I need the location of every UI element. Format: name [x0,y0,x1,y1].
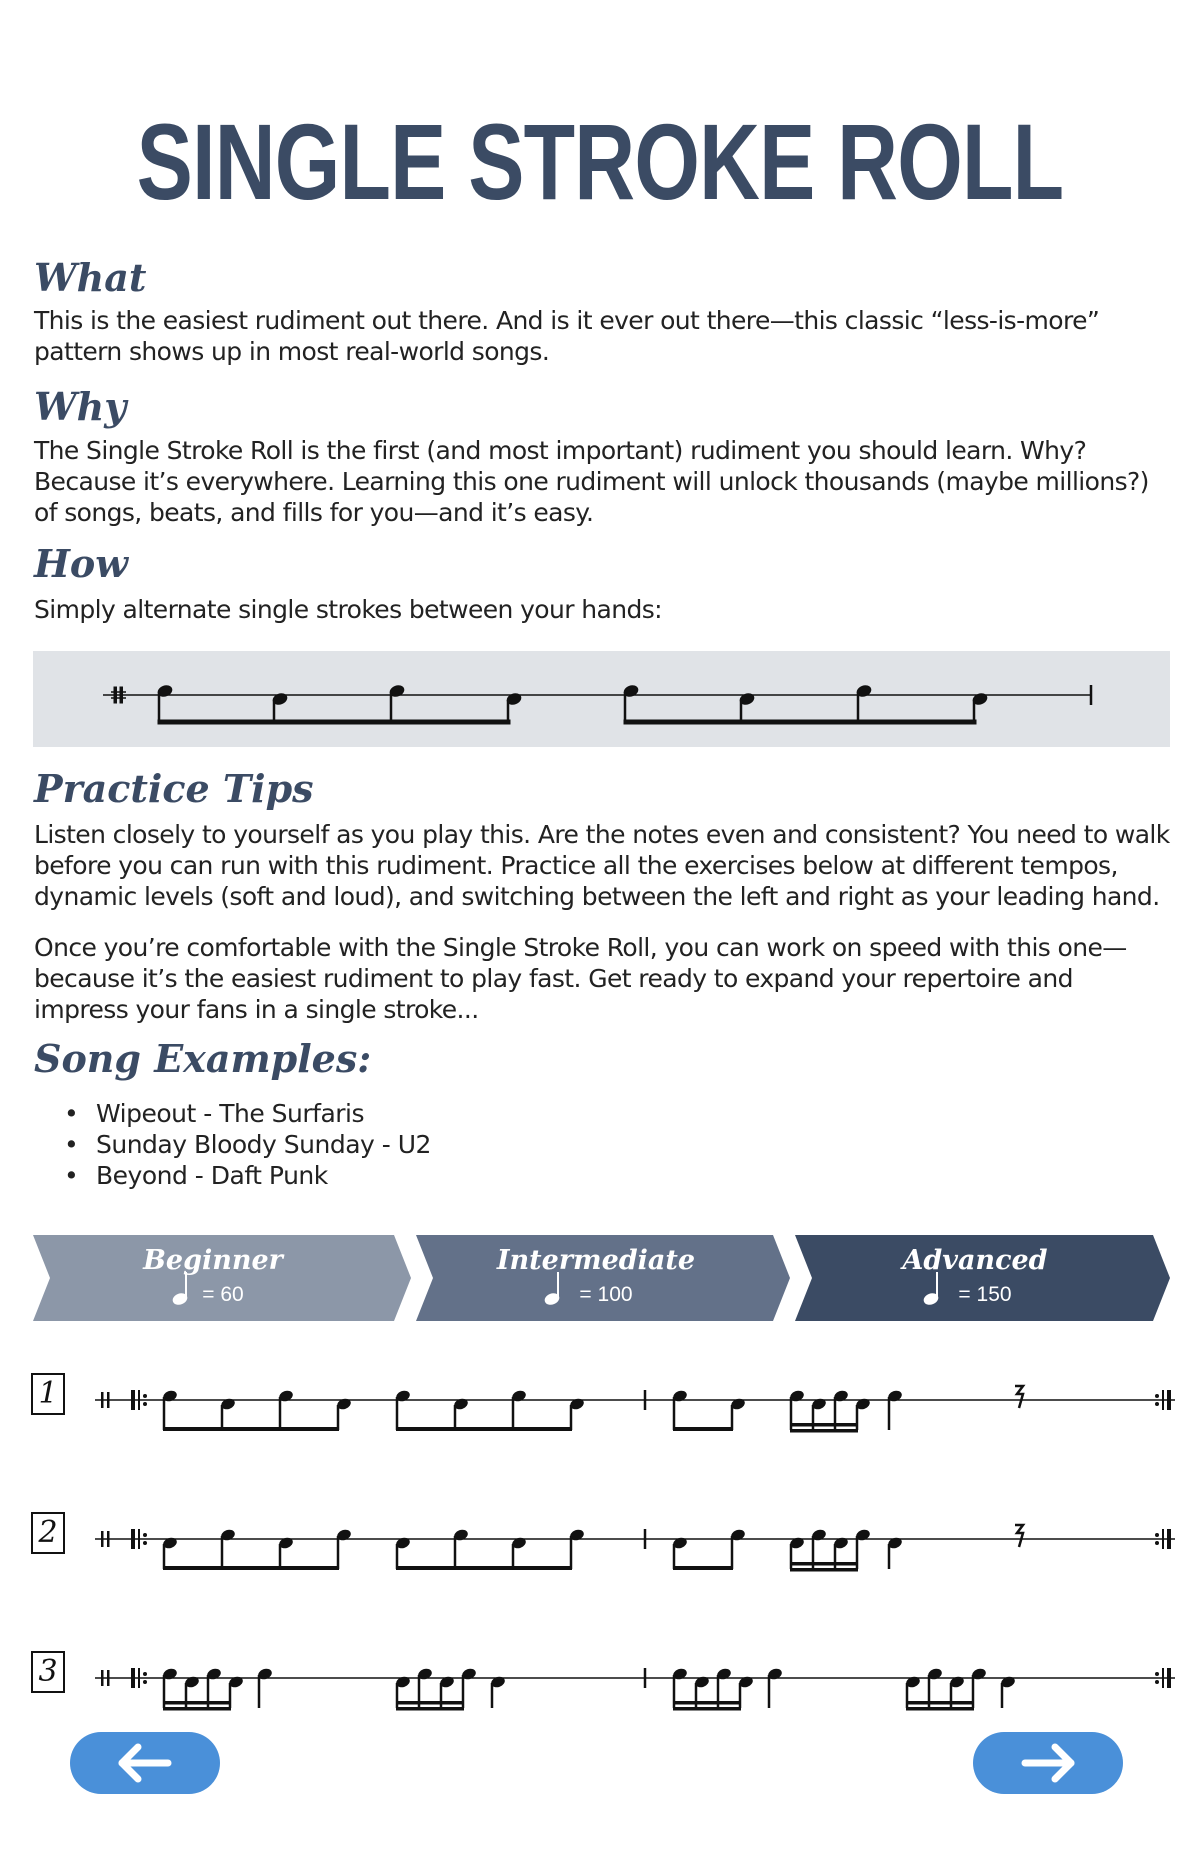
repeat-start-bar [131,1668,135,1688]
repeat-dot [1155,1672,1159,1676]
how-heading: How [34,541,128,586]
beam [163,1427,339,1431]
exercise-3-staff [95,1638,1185,1718]
rest-symbol [1015,1525,1023,1547]
beam [673,1701,741,1705]
beam [396,1707,464,1711]
level-intermediate-tempo: = 100 [579,1283,633,1306]
repeat-dot [1155,1394,1159,1398]
note-group [157,684,523,724]
rudiment-notation [33,651,1170,747]
percussion-clef [107,1670,110,1686]
why-heading: Why [34,384,127,429]
repeat-end-bar [1167,1390,1171,1410]
exercise-number: 1 [31,1373,65,1415]
percussion-clef [107,1531,110,1547]
repeat-dot [143,1394,147,1398]
song-list [64,1098,431,1191]
next-button[interactable] [973,1732,1123,1794]
beam [396,1427,572,1431]
note-group [623,684,989,724]
difficulty-levels [33,1235,1170,1321]
beam [163,1701,231,1705]
beam [673,1707,741,1711]
level-advanced-label: Advanced [902,1245,1048,1276]
repeat-dot [1155,1402,1159,1406]
beam [396,1566,572,1570]
how-text: Simply alternate single strokes between your hands: [34,595,662,624]
repeat-dot [143,1672,147,1676]
arrow-left-icon [70,1732,220,1794]
beam [673,1566,733,1570]
beam [906,1701,974,1705]
beam [673,1427,733,1431]
repeat-dot [1155,1541,1159,1545]
list-item: • Wipeout - The Surfaris [64,1098,431,1129]
song-examples-heading: Song Examples: [34,1036,372,1081]
repeat-end-bar [1162,1668,1164,1688]
back-button[interactable] [70,1732,220,1794]
beam [163,1566,339,1570]
why-text: The Single Stroke Roll is the first (and most important) rudiment you should learn. Why? Because it’s everywhere. Learning this one rudiment will unlock thousands (maybe millions?) of songs, beats, and fills for you—and it’s easy. [34,436,1149,527]
rest-symbol [1015,1386,1023,1408]
repeat-dot [143,1680,147,1684]
repeat-end-bar [1162,1529,1164,1549]
beam [790,1562,858,1566]
practice-tips-heading: Practice Tips [34,766,314,811]
beam [163,1707,231,1711]
repeat-start-bar [138,1668,140,1688]
page-title: SINGLE STROKE ROLL [136,101,1064,222]
exercise-number: 2 [31,1512,65,1554]
repeat-end-bar [1162,1390,1164,1410]
beam [790,1429,858,1433]
level-intermediate-label: Intermediate [496,1245,696,1276]
repeat-dot [1155,1533,1159,1537]
exercise-1-staff [95,1360,1185,1440]
level-advanced-tempo: = 150 [958,1283,1012,1306]
beam [790,1568,858,1572]
repeat-dot [1155,1680,1159,1684]
percussion-clef [101,1392,104,1408]
beam [396,1701,464,1705]
exercise-number: 3 [31,1651,65,1693]
level-beginner-label: Beginner [143,1245,283,1276]
list-item: • Sunday Bloody Sunday - U2 [64,1129,431,1160]
repeat-start-bar [131,1529,135,1549]
percussion-clef [101,1670,104,1686]
repeat-start-bar [138,1529,140,1549]
repeat-start-bar [138,1390,140,1410]
level-beginner-tempo: = 60 [202,1283,244,1306]
repeat-dot [143,1533,147,1537]
repeat-end-bar [1167,1529,1171,1549]
arrow-right-icon [973,1732,1123,1794]
what-text: This is the easiest rudiment out there. And is it ever out there—this classic “less-is-more” pattern shows up in most real-world songs. [34,306,1100,366]
percussion-clef [107,1392,110,1408]
exercise-2-staff [95,1499,1185,1579]
repeat-end-bar [1167,1668,1171,1688]
repeat-dot [143,1541,147,1545]
repeat-start-bar [131,1390,135,1410]
practice-tips-paragraph-1: Listen closely to yourself as you play this. Are the notes even and consistent? You need to walk before you can run with this rudiment. Practice all the exercises below at different tempos, dynamic levels (soft and loud), and switching between the left and right as your leading hand. [34,820,1170,911]
notation-staff [33,651,1170,747]
percussion-clef [114,687,117,703]
practice-tips-paragraph-2: Once you’re comfortable with the Single Stroke Roll, you can work on speed with this one—because it’s the easiest rudiment to play fast. Get ready to expand your repertoire and impress your fans in a single stroke... [34,933,1127,1024]
list-item: • Beyond - Daft Punk [64,1160,431,1191]
beam [906,1707,974,1711]
what-heading: What [34,255,147,300]
beam [790,1423,858,1427]
repeat-dot [143,1402,147,1406]
percussion-clef [101,1531,104,1547]
